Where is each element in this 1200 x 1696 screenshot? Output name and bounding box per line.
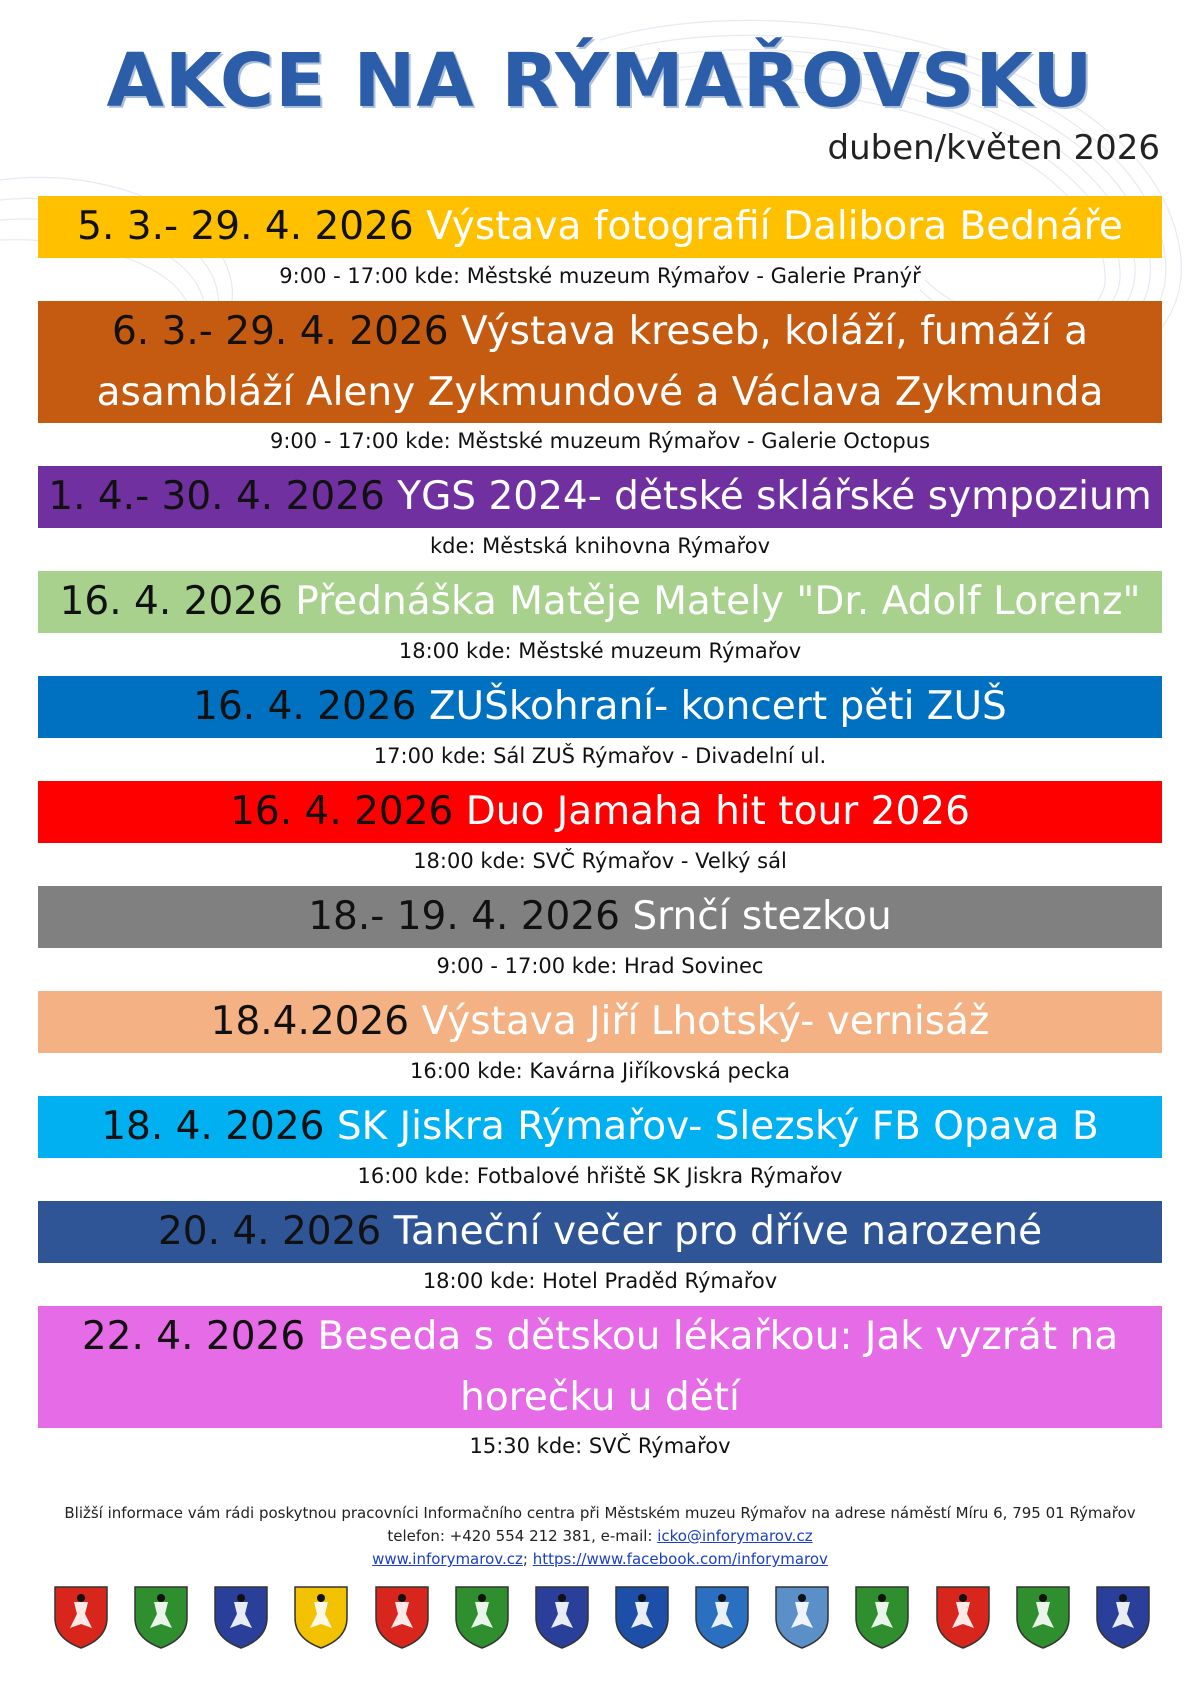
- event-banner: [38, 1096, 1162, 1158]
- event-banner: [38, 1201, 1162, 1263]
- event-name: Srnčí stezkou: [632, 894, 892, 939]
- event-detail: 18:00 kde: SVČ Rýmařov - Velký sál: [413, 849, 787, 873]
- event-item: [38, 196, 1162, 301]
- crest-trees-icon: [212, 1584, 270, 1650]
- event-banner: [38, 571, 1162, 633]
- footer-links: [0, 1548, 1200, 1571]
- event-name: YGS 2024- dětské sklářské sympozium: [397, 474, 1152, 519]
- facebook-link[interactable]: https://www.facebook.com/inforymarov: [532, 1550, 828, 1568]
- event-name: Výstava Jiří Lhotský- vernisáž: [421, 999, 990, 1044]
- event-detail: kde: Městská knihovna Rýmařov: [429, 534, 771, 558]
- event-name: Výstava kreseb, koláží, fumáží a asambláží Aleny Zykmundové a Václava Zykmunda: [96, 309, 1104, 415]
- event-banner: [38, 781, 1162, 843]
- event-item: [38, 301, 1162, 466]
- event-date: 22. 4. 2026: [81, 1314, 306, 1359]
- event-detail: 17:00 kde: Sál ZUŠ Rýmařov - Divadelní ul.: [373, 744, 827, 768]
- crest-grapes-icon: [613, 1584, 671, 1650]
- event-item: [38, 676, 1162, 781]
- event-banner: [38, 196, 1162, 258]
- event-list: [38, 196, 1162, 1471]
- event-item: [38, 1306, 1162, 1471]
- crest-hammers-icon: [292, 1584, 350, 1650]
- event-detail: 9:00 - 17:00 kde: Hrad Sovinec: [436, 954, 764, 978]
- event-item: [38, 886, 1162, 991]
- crest-plant-icon: [1014, 1584, 1072, 1650]
- event-item: [38, 991, 1162, 1096]
- crest-ship-icon: [533, 1584, 591, 1650]
- crest-tree-hands-icon: [853, 1584, 911, 1650]
- event-name: ZUŠkohraní- koncert pěti ZUŠ: [428, 684, 1007, 729]
- event-date: 16. 4. 2026: [230, 789, 454, 834]
- event-banner: [38, 991, 1162, 1053]
- event-name: Přednáška Matěje Mately "Dr. Adolf Lorenz": [295, 579, 1141, 624]
- event-detail: 9:00 - 17:00 kde: Městské muzeum Rýmařov - Galerie Pranýř: [279, 264, 921, 288]
- event-name: SK Jiskra Rýmařov- Slezský FB Opava B: [336, 1104, 1099, 1149]
- event-name: Duo Jamaha hit tour 2026: [465, 789, 970, 834]
- page-subtitle: duben/květen 2026: [827, 128, 1160, 168]
- municipality-crests: [52, 1584, 1152, 1654]
- footer-phone: telefon: +420 554 212 381, e-mail:: [387, 1527, 658, 1545]
- footer-contact: [0, 1502, 1200, 1571]
- event-date: 5. 3.- 29. 4. 2026: [77, 204, 414, 249]
- crest-cross-icon: [453, 1584, 511, 1650]
- crest-knight-icon: [373, 1584, 431, 1650]
- crest-mining-tools-icon: [132, 1584, 190, 1650]
- event-name: Výstava fotografií Dalibora Bednáře: [426, 204, 1123, 249]
- website-link[interactable]: www.inforymarov.cz: [372, 1550, 523, 1568]
- event-item: [38, 1096, 1162, 1201]
- crest-horse-icon: [693, 1584, 751, 1650]
- event-date: 18. 4. 2026: [101, 1104, 325, 1149]
- event-name: Beseda s dětskou lékařkou: Jak vyzrát na horečku u dětí: [317, 1314, 1119, 1420]
- event-detail: 18:00 kde: Městské muzeum Rýmařov: [398, 639, 802, 663]
- event-banner: [38, 1306, 1162, 1428]
- event-banner: [38, 676, 1162, 738]
- page-title: AKCE NA RÝMAŘOVSKU: [106, 38, 1094, 124]
- event-banner: [38, 886, 1162, 948]
- event-date: 6. 3.- 29. 4. 2026: [111, 309, 449, 354]
- footer-info: Bližší informace vám rádi poskytnou pracovníci Informačního centra při Městském muzeu Rýmařov na adrese náměstí Míru 6, 795 01 Rýmařov: [64, 1504, 1136, 1522]
- event-detail: 9:00 - 17:00 kde: Městské muzeum Rýmařov - Galerie Octopus: [269, 429, 931, 453]
- event-banner: [38, 466, 1162, 528]
- event-date: 20. 4. 2026: [157, 1209, 382, 1254]
- event-detail: 16:00 kde: Fotbalové hřiště SK Jiskra Rýmařov: [357, 1164, 843, 1188]
- event-banner: [38, 301, 1162, 423]
- event-date: 18.- 19. 4. 2026: [308, 894, 620, 939]
- event-date: 16. 4. 2026: [193, 684, 417, 729]
- crest-bird-lattice-icon: [773, 1584, 831, 1650]
- event-date: 1. 4.- 30. 4. 2026: [48, 474, 385, 519]
- event-detail: 16:00 kde: Kavárna Jiříkovská pecka: [410, 1059, 790, 1083]
- event-item: [38, 571, 1162, 676]
- link-separator: ;: [522, 1550, 528, 1568]
- email-link[interactable]: icko@inforymarov.cz: [657, 1527, 813, 1545]
- event-detail: 15:30 kde: SVČ Rýmařov: [469, 1434, 731, 1458]
- event-name: Taneční večer pro dříve narozené: [393, 1209, 1043, 1254]
- event-item: [38, 781, 1162, 886]
- footer-phone-line: [0, 1525, 1200, 1548]
- event-date: 16. 4. 2026: [59, 579, 283, 624]
- event-item: [38, 1201, 1162, 1306]
- event-item: [38, 466, 1162, 571]
- crest-eagle-icon: [934, 1584, 992, 1650]
- crest-angel-icon: [52, 1584, 110, 1650]
- event-date: 18.4.2026: [210, 999, 410, 1044]
- crest-goat-icon: [1094, 1584, 1152, 1650]
- event-detail: 18:00 kde: Hotel Praděd Rýmařov: [422, 1269, 778, 1293]
